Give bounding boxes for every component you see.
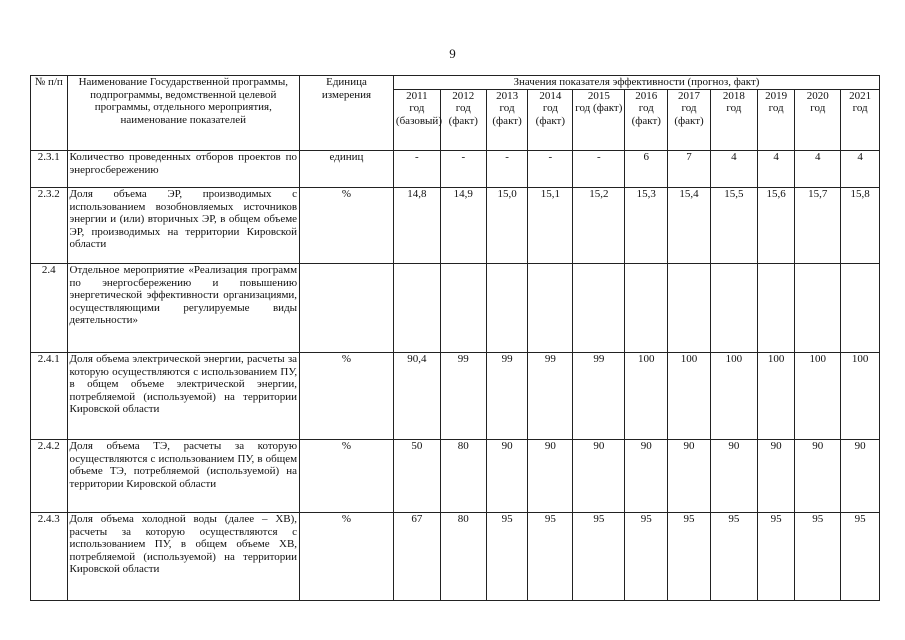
value-cell [393,264,440,353]
year-note: год [852,102,868,114]
year-header [528,89,573,151]
indicators-table [30,75,880,601]
year-note: год (факт) [575,102,623,114]
value-cell [841,264,880,353]
year-header [573,89,625,151]
indicator-name: Доля объема ЭР, производимых с использованием возобновляемых источников энергии и (или) вторичных ЭР, в общем объеме ЭР, производимых на территории Кировской области [67,188,300,264]
indicator-name: Отдельное мероприятие «Реализация программ по энергосбережению и повышению энергетической эффективности организациями, осуществляющими регулируемые виды деятельности» [67,264,300,353]
indicator-unit [300,264,394,353]
value-cell: - [393,151,440,188]
header-unit: Единица измерения [300,76,394,151]
header-num: № п/п [31,76,68,151]
value-cell: 14,9 [440,188,486,264]
value-cell: 90 [573,440,625,513]
row-number: 2.3.2 [31,188,68,264]
table-row [31,440,880,513]
value-cell: 95 [841,513,880,601]
value-cell: 67 [393,513,440,601]
year-header [486,89,528,151]
header-name: Наименование Государственной программы, подпрограммы, ведомственной целевой программы, отдельного мероприятия, наименование показателей [67,76,300,151]
value-cell: 90 [486,440,528,513]
year-label: 2020 [806,89,829,102]
year-note: год [768,102,784,114]
year-label: 2014 [539,89,562,102]
value-cell: 80 [440,440,486,513]
year-label: 2012 [452,89,475,102]
value-cell: 15,1 [528,188,573,264]
year-header [393,89,440,151]
indicator-name: Доля объема ТЭ, расчеты за которую осуществляются с использованием ПУ, в общем объеме ТЭ, потребляемой (используемой) на территории Кировской области [67,440,300,513]
year-header [710,89,757,151]
value-cell: 90,4 [393,353,440,440]
value-cell: 99 [486,353,528,440]
value-cell: 4 [710,151,757,188]
indicator-unit: % [300,188,394,264]
year-label: 2019 [765,89,788,102]
value-cell [486,264,528,353]
row-number: 2.3.1 [31,151,68,188]
year-label: 2021 [849,89,872,102]
value-cell [625,264,668,353]
value-cell [668,264,711,353]
year-note: год (факт) [535,102,566,127]
row-number: 2.4.3 [31,513,68,601]
value-cell: 95 [757,513,795,601]
value-cell: 95 [486,513,528,601]
year-note: год (базовый) [395,102,442,127]
year-label: 2015 [587,89,610,102]
value-cell: 4 [795,151,841,188]
value-cell: 100 [841,353,880,440]
year-note: год (факт) [492,102,522,127]
value-cell: 80 [440,513,486,601]
value-cell: 90 [710,440,757,513]
value-cell: 100 [668,353,711,440]
year-note: год (факт) [631,102,661,127]
value-cell: 95 [625,513,668,601]
table-row [31,513,880,601]
value-cell: - [486,151,528,188]
value-cell: - [573,151,625,188]
row-number: 2.4.2 [31,440,68,513]
value-cell [710,264,757,353]
value-cell: 7 [668,151,711,188]
year-header [795,89,841,151]
value-cell: 90 [841,440,880,513]
value-cell [757,264,795,353]
value-cell: 6 [625,151,668,188]
year-note: год [810,102,826,114]
indicator-name: Доля объема электрической энергии, расчеты за которую осуществляются с использованием ПУ, в общем объеме электрической энергии, потребляемой (используемой) на территории Кировской области [67,353,300,440]
value-cell: 90 [668,440,711,513]
value-cell: 100 [625,353,668,440]
value-cell: 99 [573,353,625,440]
header-row-top [31,76,880,90]
value-cell: 90 [757,440,795,513]
value-cell [440,264,486,353]
header-values-group: Значения показателя эффективности (прогноз, факт) [393,76,879,90]
value-cell: 15,4 [668,188,711,264]
value-cell: 100 [757,353,795,440]
value-cell: 95 [710,513,757,601]
value-cell: 14,8 [393,188,440,264]
value-cell: 99 [528,353,573,440]
value-cell: 15,6 [757,188,795,264]
value-cell: 95 [573,513,625,601]
row-number: 2.4.1 [31,353,68,440]
year-header [440,89,486,151]
table-row [31,151,880,188]
row-number: 2.4 [31,264,68,353]
value-cell: - [440,151,486,188]
indicator-unit: единиц [300,151,394,188]
indicator-unit: % [300,440,394,513]
value-cell: 95 [528,513,573,601]
value-cell: 4 [841,151,880,188]
value-cell: 15,8 [841,188,880,264]
year-label: 2013 [496,89,519,102]
value-cell: 15,2 [573,188,625,264]
value-cell [795,264,841,353]
value-cell: 100 [710,353,757,440]
indicator-name: Доля объема холодной воды (далее – ХВ), расчеты за которую осуществляются с использованием ПУ, в общем объеме ХВ, потребляемой (используемой) на территории Кировской области [67,513,300,601]
year-note: год (факт) [674,102,704,127]
year-label: 2011 [406,89,428,102]
value-cell: 90 [528,440,573,513]
year-header [625,89,668,151]
value-cell: 99 [440,353,486,440]
value-cell: 95 [668,513,711,601]
indicator-unit: % [300,513,394,601]
year-header [841,89,880,151]
table-row [31,188,880,264]
indicator-name: Количество проведенных отборов проектов по энергосбережению [67,151,300,188]
year-label: 2016 [635,89,658,102]
year-label: 2017 [678,89,701,102]
year-header [668,89,711,151]
indicator-unit: % [300,353,394,440]
value-cell: 15,5 [710,188,757,264]
value-cell: - [528,151,573,188]
value-cell [573,264,625,353]
value-cell: 15,7 [795,188,841,264]
table-row [31,264,880,353]
value-cell: 90 [625,440,668,513]
value-cell: 15,0 [486,188,528,264]
value-cell: 50 [393,440,440,513]
table-row [31,353,880,440]
value-cell: 100 [795,353,841,440]
value-cell [528,264,573,353]
value-cell: 90 [795,440,841,513]
value-cell: 4 [757,151,795,188]
year-note: год [726,102,742,114]
page-number: 9 [449,46,456,61]
year-label: 2018 [722,89,745,102]
year-header [757,89,795,151]
year-note: год (факт) [448,102,478,127]
value-cell: 15,3 [625,188,668,264]
value-cell: 95 [795,513,841,601]
